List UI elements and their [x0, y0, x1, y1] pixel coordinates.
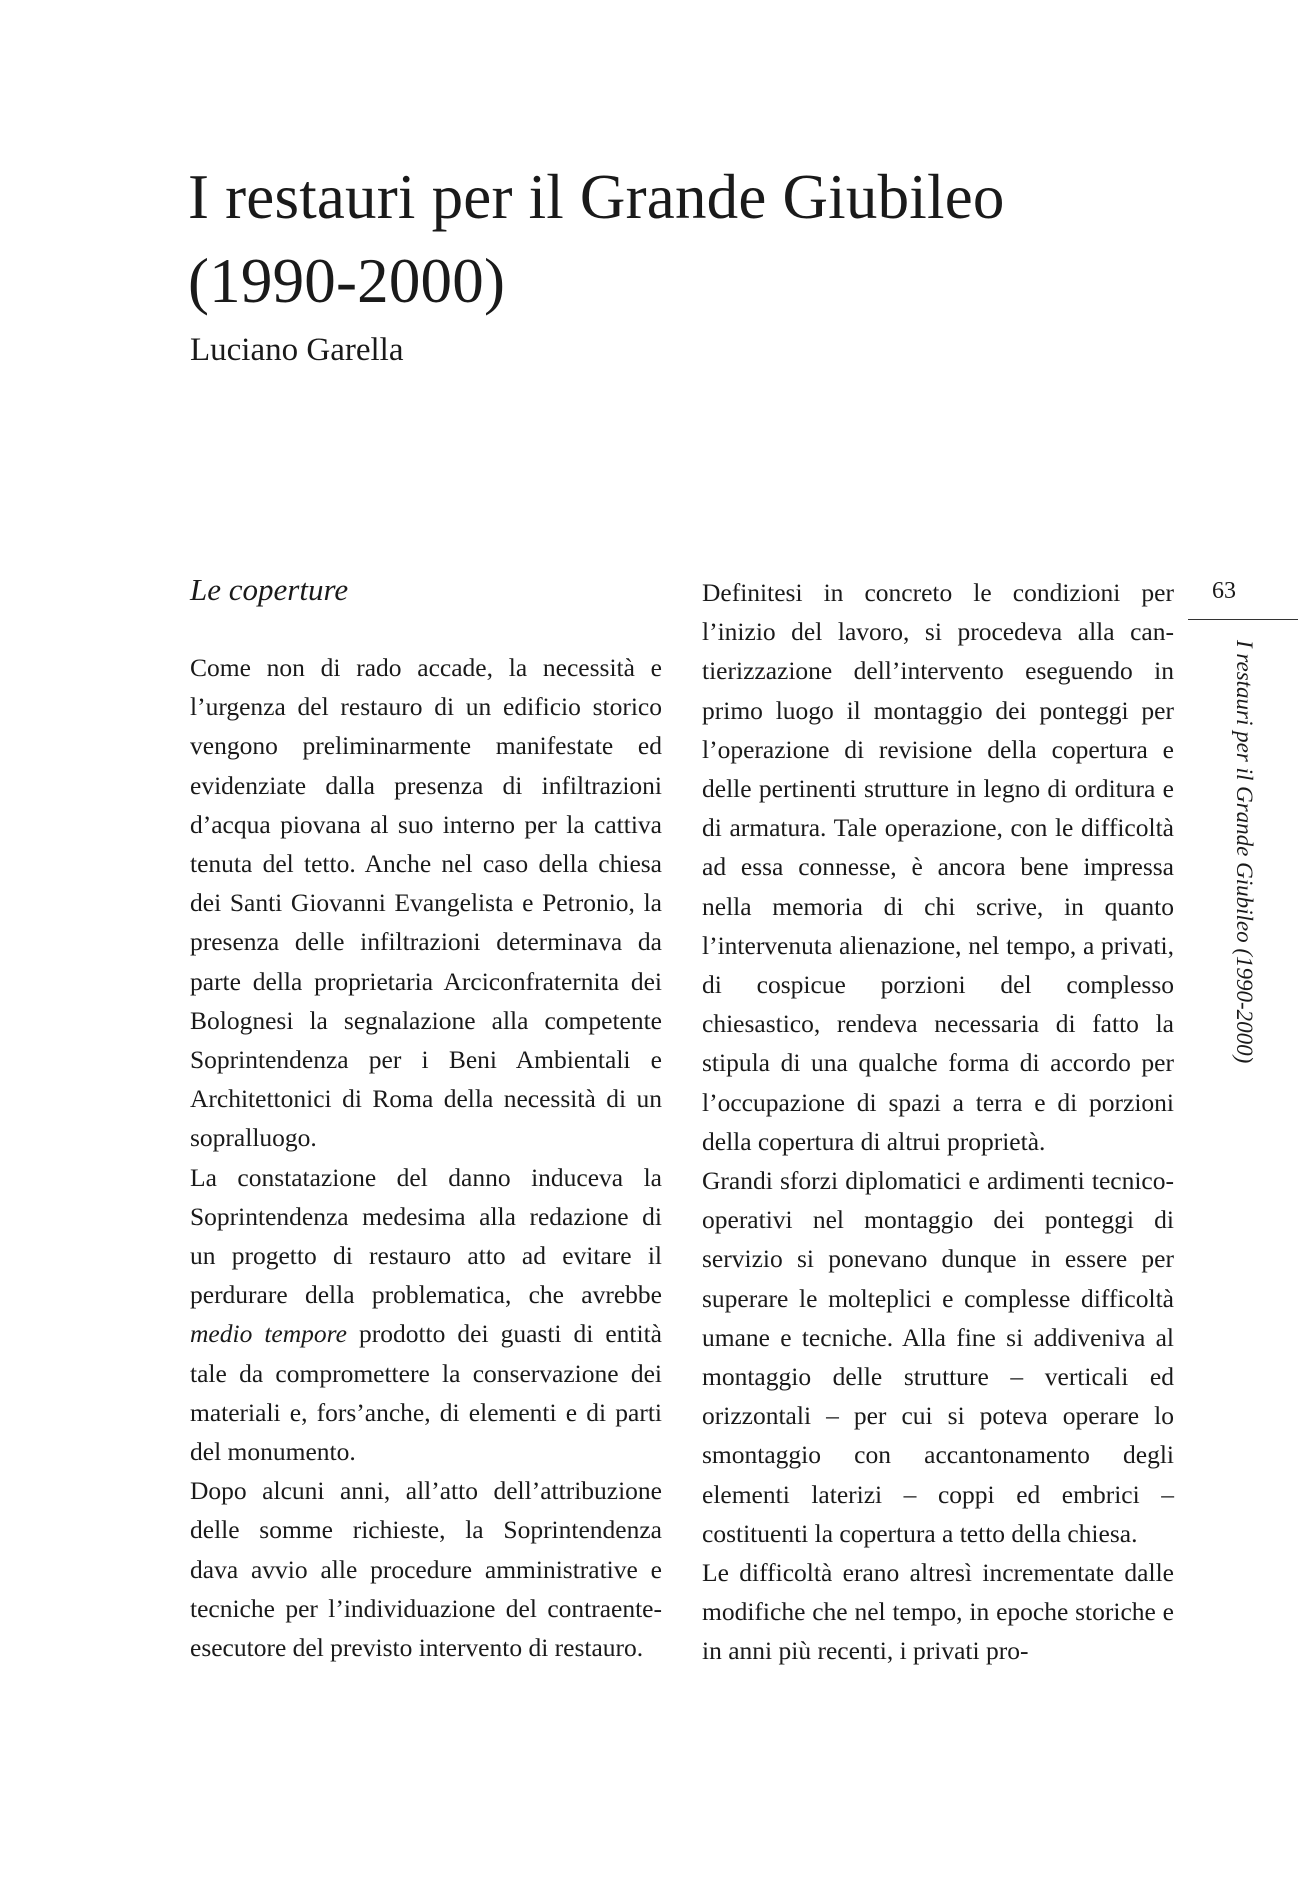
page-number: 63 — [1212, 578, 1236, 604]
paragraph-text: La constatazione del danno induceva la Soprintendenza medesima alla redazione di un progetto di restauro atto ad evitare il perdurare della problematica, che avrebbe — [190, 1162, 662, 1310]
text-column-right — [702, 573, 1174, 1671]
paragraph: Le difficoltà erano altresì incrementate dalle modifiche che nel tempo, in epoche storiche e in anni più recenti, i privati pro- — [702, 1558, 1174, 1666]
paragraph: Come non di rado accade, la necessità e l’urgenza del restauro di un edificio storico vengono preliminarmente manifestate ed evidenziate dalla presenza di infiltrazioni d’acqua piovana al suo interno per la cattiva tenuta del tetto. Anche nel caso della chiesa dei Santi Giovanni Evangelista e Petronio, la presenza delle infiltrazioni determinava da parte della proprietaria Arciconfraternita dei Bolognesi la segnalazione alla competente Soprintendenza per i Beni Ambientali e Architettonici di Roma della necessità di un sopralluogo. — [190, 653, 662, 1153]
emphasis-text: medio tempore — [190, 1319, 347, 1349]
section-heading: Le coperture — [190, 572, 349, 607]
paragraph: Dopo alcuni anni, all’atto dell’attribuzione delle somme richieste, la Soprintendenza dava avvio alle procedure amministrative e tecniche per l’individuazione del contraente-esecutore del previsto intervento di restauro. — [190, 1476, 662, 1663]
paragraph-text: prodotto dei guasti di entità tale da compromettere la conservazione dei materiali e, fors’anche, di elementi e di parti del monumento. — [190, 1319, 662, 1467]
title-line-2: (1990-2000) — [188, 246, 506, 316]
page-title — [188, 155, 1088, 323]
paragraph: Definitesi in concreto le condizioni per l’inizio del lavoro, si procedeva alla cantierizzazione dell’intervento eseguendo in primo luogo il montaggio dei ponteggi per l’operazione di revisione della copertura e delle pertinenti strutture in legno di orditura e di armatura. Tale operazione, con le difficoltà ad essa connesse, è ancora bene impressa nella memoria di chi scrive, in quanto l’intervenuta alienazione, nel tempo, a privati, di cospicue porzioni del complesso chiesastico, rendeva necessaria di fatto la stipula di una qualche forma di accordo per l’occupazione di spazi a terra e di porzioni della copertura di altrui proprietà. — [702, 578, 1174, 1156]
author-name: Luciano Garella — [190, 332, 404, 368]
text-column-left — [190, 648, 662, 1667]
running-title: I restauri per il Grande Giubileo (1990-2000) — [1232, 640, 1257, 1064]
folio-divider — [1188, 619, 1298, 620]
paragraph — [190, 1158, 662, 1472]
paragraph: Grandi sforzi diplomatici e ardimenti tecnico-operativi nel montaggio dei ponteggi di servizio si ponevano dunque in essere per superare le molteplici e complesse difficoltà umane e tecniche. Alla fine si addiveniva al montaggio delle strutture – verticali ed orizzontali – per cui si poteva operare lo smontaggio con accantonamento degli elementi laterizi – coppi ed embrici – costituenti la copertura a tetto della chiesa. — [702, 1166, 1174, 1548]
title-line-1: I restauri per il Grande Giubileo — [188, 162, 1005, 232]
